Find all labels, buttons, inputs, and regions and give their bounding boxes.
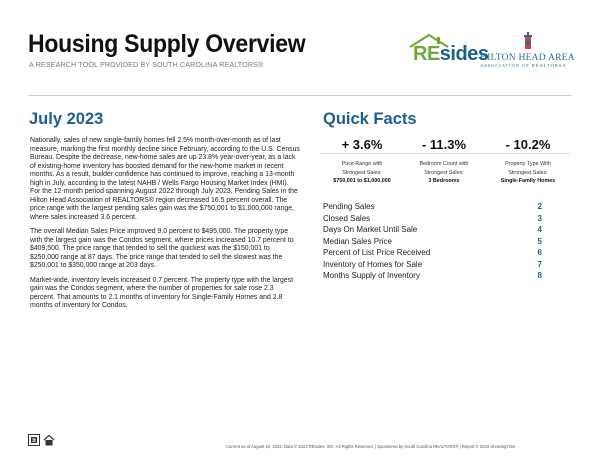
quick-facts-title: Quick Facts [323,110,417,128]
resides-logo [407,33,489,69]
stat-detail: 3 Bedrooms [428,178,460,184]
lighthouse-icon [517,32,539,50]
resides-suffix: sides [439,43,489,65]
contents-item[interactable] [323,214,545,226]
stat-label-line: Strongest Sales: [508,170,548,176]
stat-detail: Single-Family Homes [500,178,556,184]
contents-page-number: 2 [537,202,542,211]
contents-label: Pending Sales [323,202,375,211]
resides-prefix: RE [413,43,440,65]
stat-label [320,160,404,178]
equal-housing-icon [28,434,58,446]
stat-label-line: Strongest Sales: [342,170,382,176]
stat-label-line: Property Type With [505,161,551,167]
stat-divider [486,153,570,154]
contents-item[interactable] [323,202,545,214]
page-subtitle: A RESEARCH TOOL PROVIDED BY SOUTH CAROLINA REALTORS® [29,60,264,69]
hha-name: HILTON HEAD AREA [480,52,575,63]
contents-list [323,202,545,283]
stat-detail: $750,001 to $1,000,000 [333,178,391,184]
resides-wordmark [413,43,488,66]
report-month: July 2023 [29,110,104,128]
footer-credits: Current as of August 10, 2023. Data © 2023 REsides. INC. All Rights Reserved. | Sponsored by South Carolina REALTORS® | Report © 2023 ShowingTime [226,444,516,449]
header-divider [28,95,572,96]
footer-icons [28,433,58,445]
hilton-head-logo [480,34,580,66]
stat-divider [402,153,486,154]
stat-label [486,160,570,178]
contents-label: Closed Sales [323,213,371,223]
summary-paragraph: The overall Median Sales Price improved 9.0 percent to $495,000. The property type with the largest gain was the Condos segment, where prices increased 10.7 percent to $409,500. The price range that tended to sell the quickest was the $150,001 to $250,000 range at 87 days. The price range that tended to sell the slowest was the $250,001 to $350,000 range at 203 days. [30,228,294,269]
contents-label: Days On Market Until Sale [323,225,418,234]
page-title: Housing Supply Overview [28,30,306,58]
stat-label-line: Bedroom Count with [419,161,469,167]
report-summary [30,137,300,317]
contents-label: Median Sales Price [323,236,392,246]
stat-value: + 3.6% [341,137,383,152]
contents-item[interactable] [323,248,545,260]
contents-label: Inventory of Homes for Sale [323,259,423,269]
hha-association: ASSOCIATION OF REALTORS® [480,63,567,68]
contents-page-number: 6 [537,248,542,257]
stat-label-line: Strongest Sales: [424,170,464,176]
stat-label [402,160,486,178]
stat-value: - 11.3% [421,137,467,152]
contents-label: Percent of List Price Received [323,248,431,257]
contents-page-number: 5 [537,236,542,246]
contents-item[interactable] [323,260,545,272]
contents-page-number: 3 [537,213,542,223]
contents-page-number: 7 [537,259,542,269]
stat-value: - 10.2% [505,137,551,152]
summary-paragraph: Nationally, sales of new single-family homes fell 2.5% month-over-month as of last measure, marking the first monthly decline since February, according to the U.S. Census Bureau. Despite the decrease, new-home sales are up 23.8% year-over-year, as a lack of existing-home inventory has boosted demand for the new-home market in recent months. As a result, builder confidence has continued to improve, reaching a 13-month high in July, according to the latest NAHB / Wells Fargo Housing Market Index (HMI). For the 12-month period spanning August 2022 through July 2023, Pending Sales in the Hilton Head Association of REALTORS® region decreased 16.5 percent overall. The price range with the largest pending sales gain was the $750,001 to $1,000,000 range, where sales increased 3.6 percent. [30,137,300,221]
contents-page-number: 8 [537,271,542,280]
contents-item[interactable] [323,237,545,249]
contents-page-number: 4 [537,225,542,234]
contents-item[interactable] [323,271,545,283]
stat-divider [320,153,404,154]
summary-paragraph: Market-wide, inventory levels increased 0.7 percent. The property type with the largest gain was the Condos segment, where the number of properties for sale rose 2.3 percent. That amounts to 2.1 months of inventory for Single-Family Homes and 2.8 months of inventory for Condos. [30,276,293,309]
contents-label: Months Supply of Inventory [323,271,420,280]
stat-label-line: Price Range with [341,161,383,167]
contents-item[interactable] [323,225,545,237]
